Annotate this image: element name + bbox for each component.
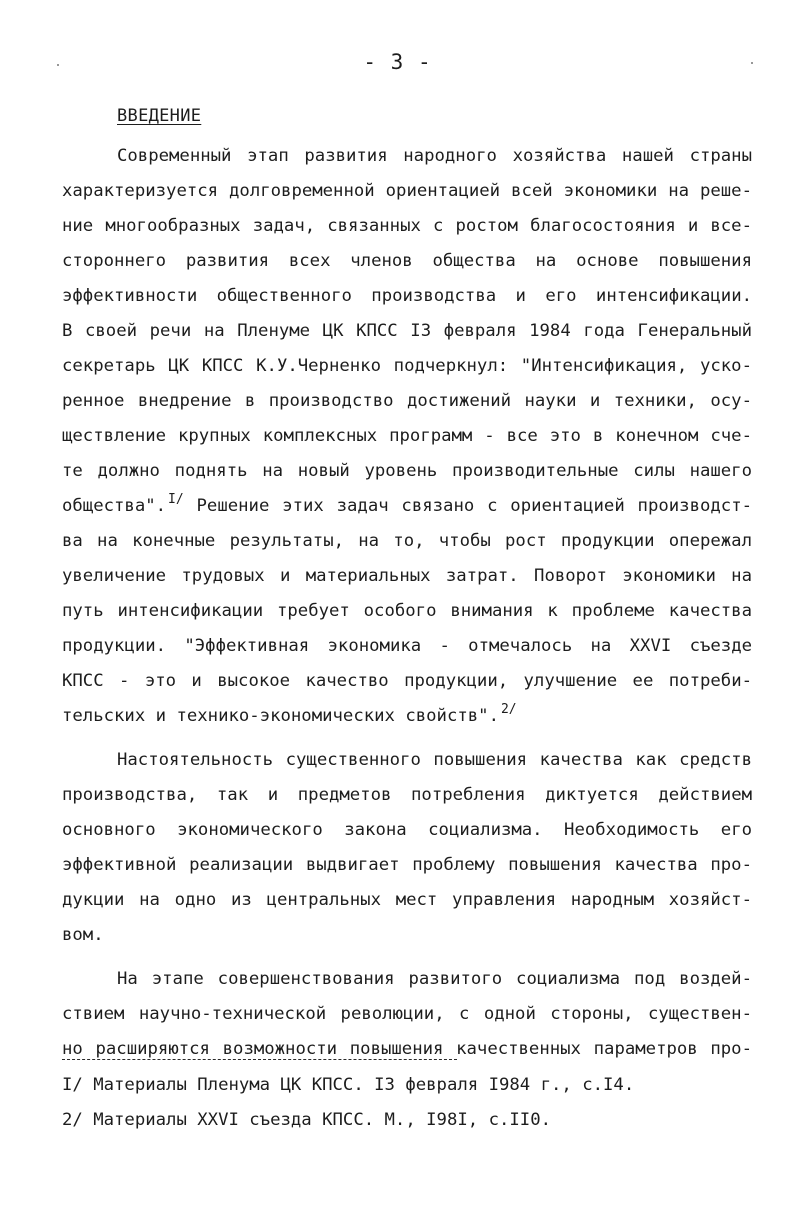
text-line: ществление крупных комплексных программ - все это в конечном сче-	[62, 426, 752, 446]
text-line: ние многообразных задач, связанных с ростом благосостояния и все-	[62, 216, 752, 236]
paragraph-gap	[62, 953, 752, 962]
text-line: но расширяются возможности повышения качественных параметров про-	[62, 1039, 752, 1059]
footnotes	[62, 1068, 752, 1138]
text-line: характеризуется долговременной ориентацией всей экономики на реше-	[62, 181, 752, 201]
text-line: В своей речи на Пленуме ЦК КПСС I3 февраля 1984 года Генеральный	[62, 321, 752, 341]
text-line: Современный этап развития народного хозяйства нашей страны	[117, 146, 752, 166]
section-heading: ВВЕДЕНИЕ	[117, 106, 202, 126]
text-line: секретарь ЦК КПСС К.У.Черненко подчеркнул: "Интенсификация, уско-	[62, 356, 752, 376]
text-line: стороннего развития всех членов общества на основе повышения	[62, 251, 752, 271]
text-fragment: тельских и технико-экономических свойств".	[62, 706, 499, 726]
text-line: те должно поднять на новый уровень производительные силы нашего	[62, 461, 752, 481]
text-fragment: Решение этих задач связано с ориентацией производст-	[196, 496, 752, 516]
body-text	[62, 139, 752, 1067]
footnote-ref-2: 2/	[500, 702, 517, 717]
text-line: ствием научно-технической революции, с одной стороны, существен-	[62, 1004, 752, 1024]
text-line: путь интенсификации требует особого внимания к проблеме качества	[62, 601, 752, 621]
text-line-with-footnote	[62, 489, 752, 524]
text-line: вом.	[62, 925, 104, 945]
text-line: На этапе совершенствования развитого социализма под воздей-	[117, 969, 752, 989]
text-line: дукции на одно из центральных мест управления народным хозяйст-	[62, 890, 752, 910]
text-line: эффективности общественного производства и его интенсификации.	[62, 286, 752, 306]
text-line: ва на конечные результаты, на то, чтобы рост продукции опережал	[62, 531, 752, 551]
text-line: эффективной реализации выдвигает проблему повышения качества про-	[62, 855, 752, 875]
footnote-2: 2/ Материалы XXVI съезда КПСС. М., I98I, с.II0.	[62, 1110, 551, 1130]
footnote-1: I/ Материалы Пленума ЦК КПСС. I3 февраля I984 г., с.I4.	[62, 1075, 635, 1095]
text-line: Настоятельность существенного повышения качества как средств	[117, 750, 752, 770]
text-line: производства, так и предметов потребления диктуется действием	[62, 785, 752, 805]
footnote-separator	[62, 1059, 457, 1060]
text-line: увеличение трудовых и материальных затрат. Поворот экономики на	[62, 566, 752, 586]
text-line: КПСС - это и высокое качество продукции, улучшение ее потреби-	[62, 671, 752, 691]
footnote-ref-1: I/	[168, 492, 184, 507]
text-fragment: общества".	[62, 496, 167, 516]
text-line: основного экономического закона социализма. Необходимость его	[62, 820, 752, 840]
text-line-with-footnote	[62, 699, 752, 734]
page-number: - 3 -	[363, 50, 432, 74]
text-line: ренное внедрение в производство достижений науки и техники, осу-	[62, 391, 752, 411]
text-line: продукции. "Эффективная экономика - отмечалось на XXVI съезде	[62, 636, 752, 656]
paragraph-gap	[62, 734, 752, 743]
